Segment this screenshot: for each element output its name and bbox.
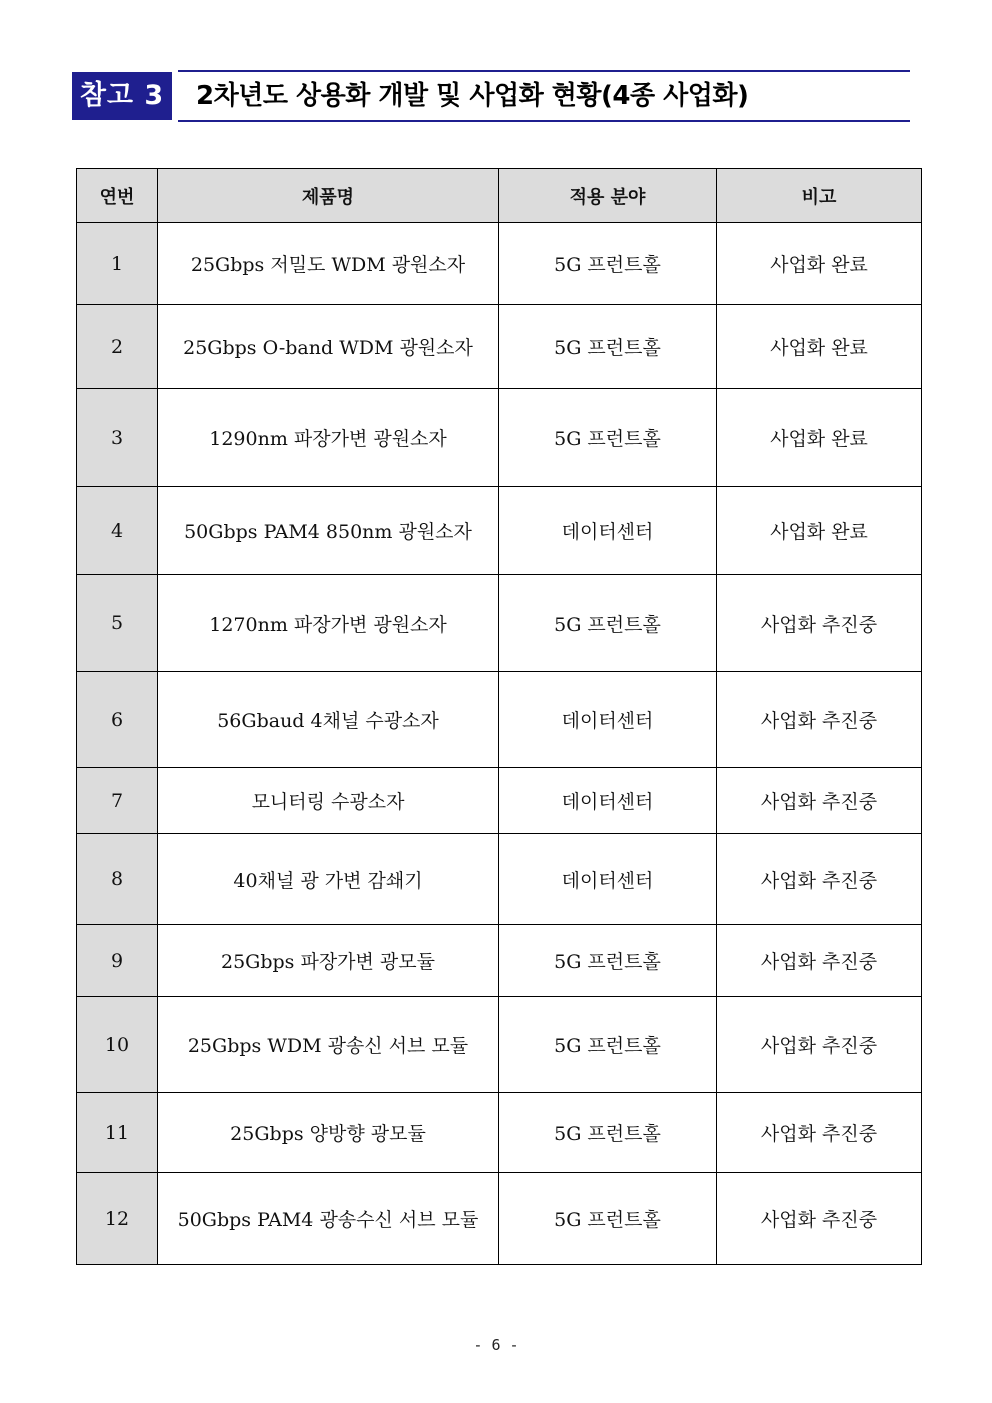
row-field: 5G 프런트홀 [499, 575, 717, 672]
table-row [77, 487, 922, 575]
row-product: 모니터링 수광소자 [158, 768, 499, 834]
row-field: 5G 프런트홀 [499, 223, 717, 305]
row-product: 50Gbps PAM4 광송수신 서브 모듈 [158, 1173, 499, 1265]
table-row [77, 1093, 922, 1173]
row-note: 사업화 추진중 [717, 575, 922, 672]
table-row [77, 575, 922, 672]
table-row [77, 834, 922, 925]
row-note: 사업화 추진중 [717, 834, 922, 925]
table-row [77, 672, 922, 768]
row-note: 사업화 추진중 [717, 997, 922, 1093]
row-field: 데이터센터 [499, 768, 717, 834]
row-product: 1270nm 파장가변 광원소자 [158, 575, 499, 672]
row-product: 1290nm 파장가변 광원소자 [158, 389, 499, 487]
row-note: 사업화 추진중 [717, 672, 922, 768]
row-field: 5G 프런트홀 [499, 1093, 717, 1173]
header-no: 연번 [77, 169, 158, 223]
section-title-frame [178, 70, 910, 122]
row-field: 데이터센터 [499, 672, 717, 768]
row-no: 3 [77, 389, 158, 487]
row-product: 40채널 광 가변 감쇄기 [158, 834, 499, 925]
table-header-row [77, 169, 922, 223]
row-product: 25Gbps O-band WDM 광원소자 [158, 305, 499, 389]
row-product: 56Gbaud 4채널 수광소자 [158, 672, 499, 768]
row-no: 12 [77, 1173, 158, 1265]
row-product: 25Gbps WDM 광송신 서브 모듈 [158, 997, 499, 1093]
table-row [77, 925, 922, 997]
row-field: 데이터센터 [499, 487, 717, 575]
header-note: 비고 [717, 169, 922, 223]
page-number: - 6 - [473, 1336, 519, 1354]
table-row [77, 768, 922, 834]
row-field: 5G 프런트홀 [499, 1173, 717, 1265]
section-badge: 참고 3 [72, 72, 172, 120]
row-no: 7 [77, 768, 158, 834]
row-no: 10 [77, 997, 158, 1093]
row-note: 사업화 추진중 [717, 925, 922, 997]
row-field: 데이터센터 [499, 834, 717, 925]
table-row [77, 1173, 922, 1265]
row-field: 5G 프런트홀 [499, 997, 717, 1093]
row-product: 50Gbps PAM4 850nm 광원소자 [158, 487, 499, 575]
row-no: 5 [77, 575, 158, 672]
row-no: 11 [77, 1093, 158, 1173]
header-product: 제품명 [158, 169, 499, 223]
row-note: 사업화 추진중 [717, 1173, 922, 1265]
row-note: 사업화 완료 [717, 305, 922, 389]
table-row [77, 305, 922, 389]
table-row [77, 223, 922, 305]
row-note: 사업화 완료 [717, 487, 922, 575]
row-no: 2 [77, 305, 158, 389]
table-row [77, 997, 922, 1093]
row-product: 25Gbps 양방향 광모듈 [158, 1093, 499, 1173]
row-note: 사업화 추진중 [717, 768, 922, 834]
row-note: 사업화 완료 [717, 389, 922, 487]
row-product: 25Gbps 파장가변 광모듈 [158, 925, 499, 997]
row-no: 8 [77, 834, 158, 925]
table-row [77, 389, 922, 487]
row-field: 5G 프런트홀 [499, 389, 717, 487]
row-note: 사업화 추진중 [717, 1093, 922, 1173]
section-title-bar [72, 70, 910, 122]
section-title: 2차년도 상용화 개발 및 사업화 현황(4종 사업화) [196, 81, 749, 111]
row-no: 1 [77, 223, 158, 305]
header-field: 적용 분야 [499, 169, 717, 223]
row-field: 5G 프런트홀 [499, 305, 717, 389]
row-no: 6 [77, 672, 158, 768]
row-no: 4 [77, 487, 158, 575]
row-no: 9 [77, 925, 158, 997]
row-field: 5G 프런트홀 [499, 925, 717, 997]
product-table [76, 168, 922, 1265]
row-product: 25Gbps 저밀도 WDM 광원소자 [158, 223, 499, 305]
row-note: 사업화 완료 [717, 223, 922, 305]
